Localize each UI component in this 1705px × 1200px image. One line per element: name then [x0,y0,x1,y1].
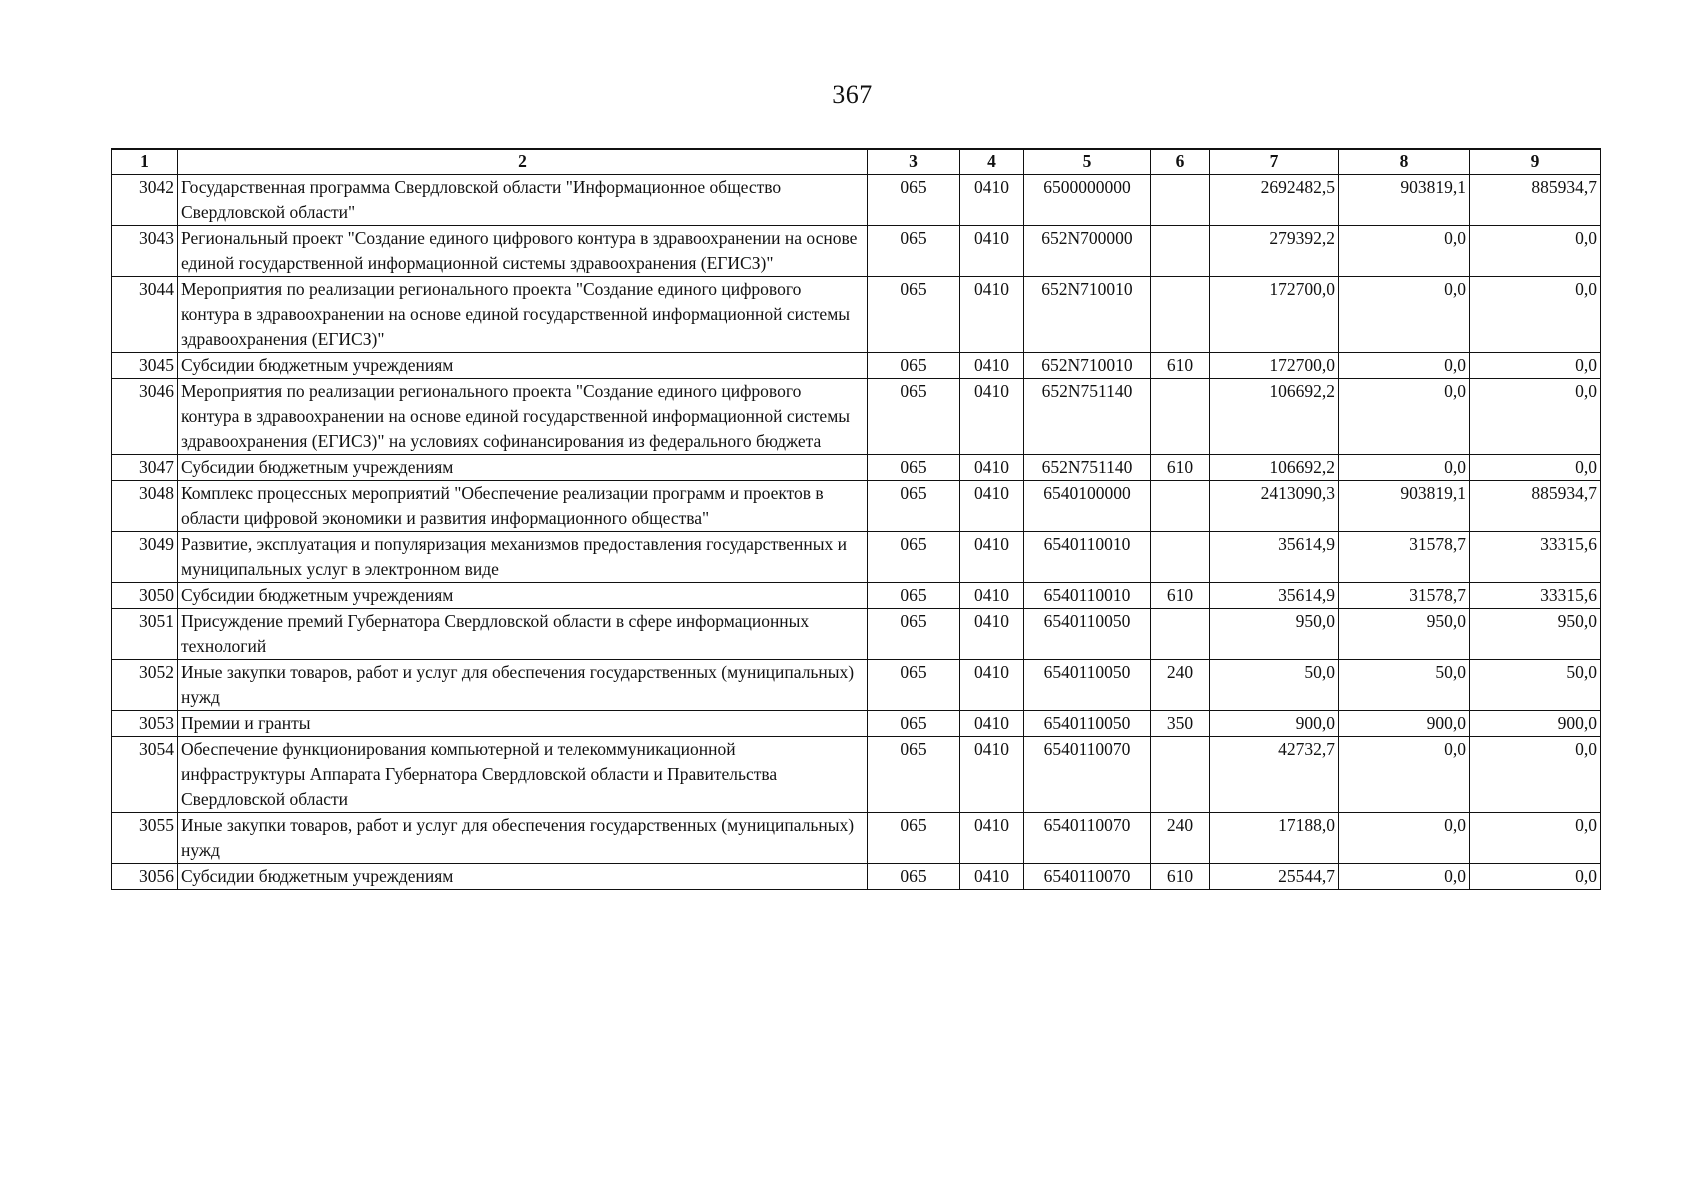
row-amount-1: 35614,9 [1210,532,1339,583]
row-number: 3046 [112,379,178,455]
row-number: 3043 [112,226,178,277]
row-ministry-code: 065 [868,660,960,711]
row-amount-2: 0,0 [1339,813,1470,864]
row-expense-type [1151,379,1210,455]
row-amount-1: 2413090,3 [1210,481,1339,532]
row-amount-1: 42732,7 [1210,737,1339,813]
budget-table [111,148,1601,890]
row-name: Обеспечение функционирования компьютерной и телекоммуникационной инфраструктуры Аппарата Губернатора Свердловской области и Правительства Свердловской области [178,737,868,813]
page-number: 367 [832,80,873,109]
row-expense-type [1151,737,1210,813]
column-header-7: 7 [1210,149,1339,175]
row-name: Премии и гранты [178,711,868,737]
table-body [112,175,1601,890]
column-header-8: 8 [1339,149,1470,175]
row-amount-3: 0,0 [1470,737,1601,813]
row-section-code: 0410 [960,737,1024,813]
row-amount-2: 31578,7 [1339,532,1470,583]
row-target-code: 652N700000 [1024,226,1151,277]
row-amount-2: 900,0 [1339,711,1470,737]
row-amount-2: 50,0 [1339,660,1470,711]
row-ministry-code: 065 [868,609,960,660]
row-number: 3053 [112,711,178,737]
row-amount-1: 172700,0 [1210,277,1339,353]
row-amount-3: 0,0 [1470,379,1601,455]
column-header-6: 6 [1151,149,1210,175]
row-name: Субсидии бюджетным учреждениям [178,353,868,379]
row-amount-1: 25544,7 [1210,864,1339,890]
table-row [112,277,1601,353]
row-amount-2: 0,0 [1339,379,1470,455]
row-target-code: 6500000000 [1024,175,1151,226]
row-name: Субсидии бюджетным учреждениям [178,864,868,890]
row-amount-2: 0,0 [1339,353,1470,379]
row-expense-type [1151,481,1210,532]
column-header-4: 4 [960,149,1024,175]
table-row [112,711,1601,737]
row-ministry-code: 065 [868,353,960,379]
row-amount-2: 0,0 [1339,864,1470,890]
row-expense-type [1151,532,1210,583]
table-row [112,353,1601,379]
row-name: Иные закупки товаров, работ и услуг для обеспечения государственных (муниципальных) нужд [178,660,868,711]
row-section-code: 0410 [960,455,1024,481]
row-section-code: 0410 [960,583,1024,609]
row-number: 3042 [112,175,178,226]
row-name: Комплекс процессных мероприятий "Обеспечение реализации программ и проектов в области цифровой экономики и развития информационного общества" [178,481,868,532]
row-name: Присуждение премий Губернатора Свердловской области в сфере информационных технологий [178,609,868,660]
row-amount-1: 900,0 [1210,711,1339,737]
row-amount-2: 903819,1 [1339,481,1470,532]
table-row [112,175,1601,226]
row-target-code: 652N751140 [1024,379,1151,455]
table-row [112,379,1601,455]
row-expense-type: 240 [1151,660,1210,711]
row-target-code: 6540110070 [1024,813,1151,864]
row-number: 3054 [112,737,178,813]
row-amount-3: 33315,6 [1470,532,1601,583]
row-expense-type [1151,609,1210,660]
row-number: 3056 [112,864,178,890]
row-ministry-code: 065 [868,277,960,353]
table-row [112,532,1601,583]
row-target-code: 6540110050 [1024,660,1151,711]
row-target-code: 6540110010 [1024,532,1151,583]
row-amount-1: 50,0 [1210,660,1339,711]
row-ministry-code: 065 [868,226,960,277]
row-name: Мероприятия по реализации регионального проекта "Создание единого цифрового контура в здравоохранении на основе единой государственной информационной системы здравоохранения (ЕГИСЗ)" на условиях софинансирования из федерального бюджета [178,379,868,455]
column-header-2: 2 [178,149,868,175]
row-name: Развитие, эксплуатация и популяризация механизмов предоставления государственных и муниципальных услуг в электронном виде [178,532,868,583]
row-expense-type: 610 [1151,455,1210,481]
row-amount-2: 31578,7 [1339,583,1470,609]
row-ministry-code: 065 [868,175,960,226]
row-number: 3047 [112,455,178,481]
row-amount-3: 0,0 [1470,813,1601,864]
row-amount-1: 172700,0 [1210,353,1339,379]
row-target-code: 6540110010 [1024,583,1151,609]
row-section-code: 0410 [960,711,1024,737]
row-amount-2: 0,0 [1339,455,1470,481]
row-target-code: 6540110070 [1024,737,1151,813]
table-row [112,226,1601,277]
row-amount-2: 0,0 [1339,277,1470,353]
row-number: 3048 [112,481,178,532]
row-ministry-code: 065 [868,864,960,890]
row-section-code: 0410 [960,481,1024,532]
row-number: 3050 [112,583,178,609]
row-amount-1: 279392,2 [1210,226,1339,277]
row-expense-type: 240 [1151,813,1210,864]
table-row [112,864,1601,890]
column-header-5: 5 [1024,149,1151,175]
row-ministry-code: 065 [868,711,960,737]
table-row [112,481,1601,532]
row-number: 3055 [112,813,178,864]
row-amount-3: 0,0 [1470,226,1601,277]
row-ministry-code: 065 [868,532,960,583]
row-amount-3: 900,0 [1470,711,1601,737]
row-expense-type [1151,175,1210,226]
row-ministry-code: 065 [868,455,960,481]
row-target-code: 652N710010 [1024,277,1151,353]
row-amount-3: 50,0 [1470,660,1601,711]
row-section-code: 0410 [960,660,1024,711]
row-section-code: 0410 [960,175,1024,226]
row-amount-3: 885934,7 [1470,481,1601,532]
row-amount-2: 0,0 [1339,737,1470,813]
row-amount-1: 17188,0 [1210,813,1339,864]
row-amount-1: 106692,2 [1210,455,1339,481]
row-target-code: 652N710010 [1024,353,1151,379]
row-ministry-code: 065 [868,481,960,532]
row-amount-2: 950,0 [1339,609,1470,660]
row-amount-3: 0,0 [1470,353,1601,379]
row-amount-3: 33315,6 [1470,583,1601,609]
table-row [112,455,1601,481]
row-ministry-code: 065 [868,379,960,455]
table-row [112,737,1601,813]
row-amount-1: 950,0 [1210,609,1339,660]
row-amount-3: 0,0 [1470,864,1601,890]
row-section-code: 0410 [960,226,1024,277]
row-number: 3045 [112,353,178,379]
row-amount-2: 903819,1 [1339,175,1470,226]
column-header-9: 9 [1470,149,1601,175]
row-target-code: 6540100000 [1024,481,1151,532]
table-row [112,660,1601,711]
row-target-code: 652N751140 [1024,455,1151,481]
row-target-code: 6540110050 [1024,609,1151,660]
row-name: Мероприятия по реализации регионального проекта "Создание единого цифрового контура в здравоохранении на основе единой государственной информационной системы здравоохранения (ЕГИСЗ)" [178,277,868,353]
row-section-code: 0410 [960,609,1024,660]
row-ministry-code: 065 [868,737,960,813]
row-target-code: 6540110050 [1024,711,1151,737]
row-target-code: 6540110070 [1024,864,1151,890]
row-ministry-code: 065 [868,813,960,864]
row-ministry-code: 065 [868,583,960,609]
table-row [112,813,1601,864]
row-name: Государственная программа Свердловской области "Информационное общество Свердловской области" [178,175,868,226]
row-section-code: 0410 [960,864,1024,890]
row-number: 3052 [112,660,178,711]
row-amount-1: 35614,9 [1210,583,1339,609]
row-section-code: 0410 [960,353,1024,379]
row-expense-type: 610 [1151,353,1210,379]
row-amount-3: 0,0 [1470,277,1601,353]
row-expense-type: 610 [1151,864,1210,890]
row-expense-type [1151,226,1210,277]
row-amount-1: 106692,2 [1210,379,1339,455]
row-section-code: 0410 [960,379,1024,455]
table-row [112,583,1601,609]
row-amount-3: 0,0 [1470,455,1601,481]
row-expense-type: 610 [1151,583,1210,609]
row-number: 3051 [112,609,178,660]
row-section-code: 0410 [960,532,1024,583]
header-row [112,149,1601,175]
row-name: Иные закупки товаров, работ и услуг для обеспечения государственных (муниципальных) нужд [178,813,868,864]
row-section-code: 0410 [960,813,1024,864]
column-header-3: 3 [868,149,960,175]
table-row [112,609,1601,660]
row-name: Региональный проект "Создание единого цифрового контура в здравоохранении на основе единой государственной информационной системы здравоохранения (ЕГИСЗ)" [178,226,868,277]
row-name: Субсидии бюджетным учреждениям [178,455,868,481]
row-amount-3: 885934,7 [1470,175,1601,226]
row-expense-type: 350 [1151,711,1210,737]
row-number: 3049 [112,532,178,583]
column-header-1: 1 [112,149,178,175]
row-number: 3044 [112,277,178,353]
row-section-code: 0410 [960,277,1024,353]
row-expense-type [1151,277,1210,353]
row-name: Субсидии бюджетным учреждениям [178,583,868,609]
row-amount-1: 2692482,5 [1210,175,1339,226]
row-amount-3: 950,0 [1470,609,1601,660]
row-amount-2: 0,0 [1339,226,1470,277]
